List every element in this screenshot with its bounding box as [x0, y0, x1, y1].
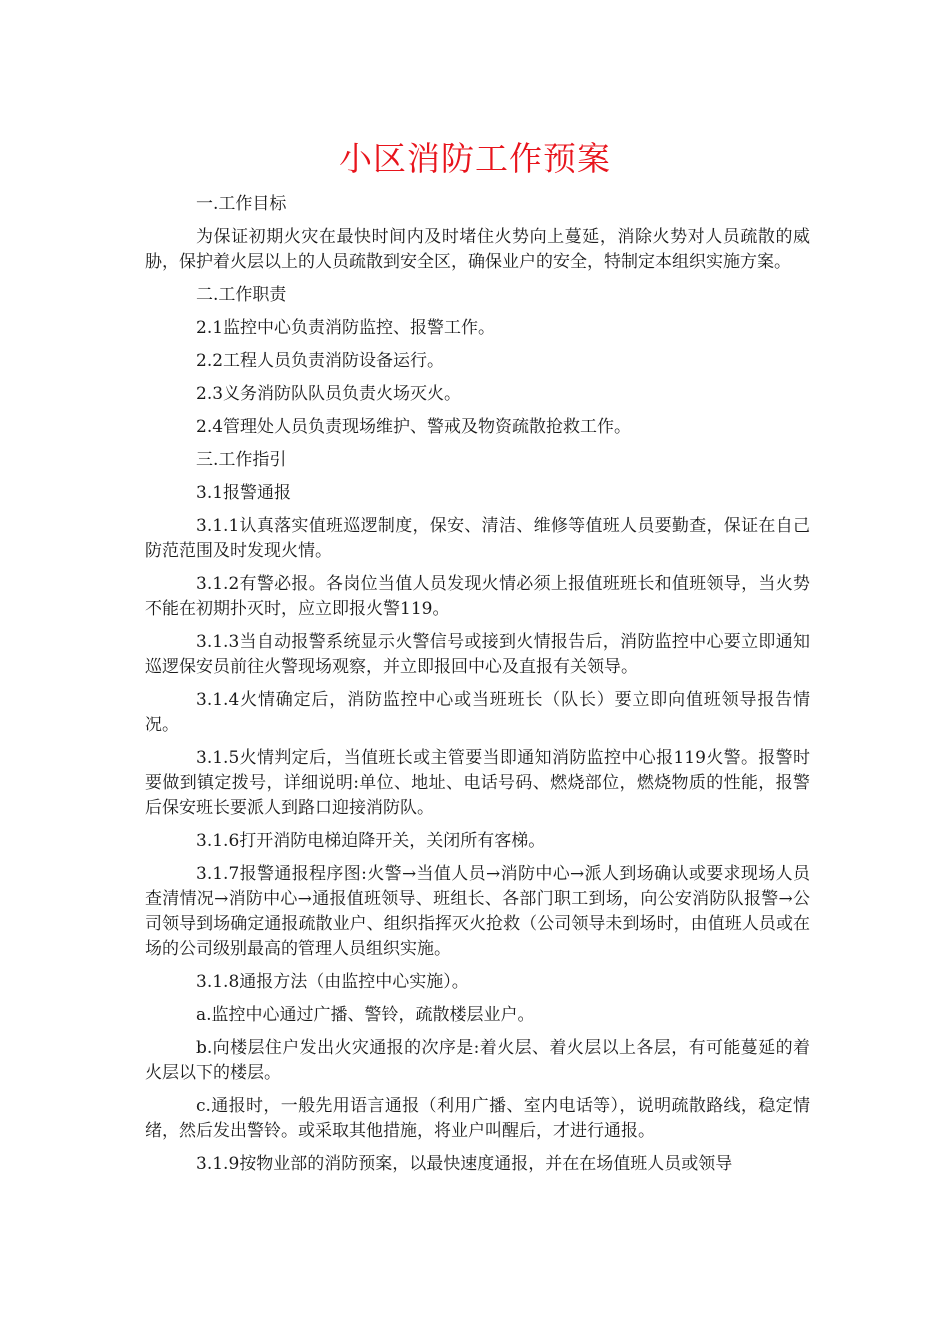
- paragraph-duty-2-3: 2.3义务消防队队员负责火场灭火。: [196, 384, 462, 404]
- paragraph-duty-2-2: 2.2工程人员负责消防设备运行。: [196, 351, 445, 371]
- paragraph-3-1-9: 3.1.9按物业部的消防预案，以最快速度通报，并在在场值班人员或领导: [196, 1154, 733, 1174]
- paragraph-item-b: b.向楼层住户发出火灾通报的次序是:着火层、着火层以上各层，有可能蔓延的着火层以下的楼层。: [145, 1038, 810, 1083]
- paragraph-3-1-4: 3.1.4火情确定后，消防监控中心或当班班长（队长）要立即向值班领导报告情况。: [145, 690, 810, 735]
- section-heading-goal: 一.工作目标: [196, 194, 287, 214]
- paragraph-duty-2-4: 2.4管理处人员负责现场维护、警戒及物资疏散抢救工作。: [196, 417, 632, 437]
- paragraph-3-1-2: 3.1.2有警必报。各岗位当值人员发现火情必须上报值班班长和值班领导，当火势不能在初期扑灭时，应立即报火警119。: [145, 574, 810, 619]
- paragraph-3-1-5: 3.1.5火情判定后，当值班长或主管要当即通知消防监控中心报119火警。报警时要做到镇定拨号，详细说明:单位、地址、电话号码、燃烧部位，燃烧物质的性能，报警后保安班长要派人到路口迎接消防队。: [145, 748, 810, 818]
- paragraph-duty-2-1: 2.1监控中心负责消防监控、报警工作。: [196, 318, 496, 338]
- section-heading-duties: 二.工作职责: [196, 285, 287, 305]
- subsection-heading-alarm: 3.1报警通报: [196, 483, 292, 503]
- paragraph-3-1-1: 3.1.1认真落实值班巡逻制度，保安、清洁、维修等值班人员要勤查，保证在自己防范范围及时发现火情。: [145, 516, 810, 561]
- paragraph-item-a: a.监控中心通过广播、警铃，疏散楼层业户。: [196, 1005, 535, 1025]
- paragraph-3-1-7: 3.1.7报警通报程序图:火警→当值人员→消防中心→派人到场确认或要求现场人员查清情况→消防中心→通报值班领导、班组长、各部门职工到场，向公安消防队报警→公司领导到场确定通报疏散业户、组织指挥灭火抢救（公司领导未到场时，由值班人员或在场的公司级别最高的管理人员组织实施。: [145, 864, 810, 959]
- paragraph-3-1-3: 3.1.3当自动报警系统显示火警信号或接到火情报告后，消防监控中心要立即通知巡逻保安员前往火警现场观察，并立即报回中心及直报有关领导。: [145, 632, 810, 677]
- paragraph-item-c: c.通报时，一般先用语言通报（利用广播、室内电话等），说明疏散路线，稳定情绪，然后发出警铃。或采取其他措施，将业户叫醒后，才进行通报。: [145, 1096, 810, 1141]
- paragraph-3-1-6: 3.1.6打开消防电梯迫降开关，关闭所有客梯。: [196, 831, 546, 851]
- document-body: [145, 192, 810, 1177]
- section-heading-guidelines: 三.工作指引: [196, 450, 287, 470]
- paragraph-goal: 为保证初期火灾在最快时间内及时堵住火势向上蔓延，消除火势对人员疏散的威胁，保护着火层以上的人员疏散到安全区，确保业户的安全，特制定本组织实施方案。: [145, 227, 810, 272]
- document-title: 小区消防工作预案: [339, 139, 611, 178]
- paragraph-3-1-8: 3.1.8通报方法（由监控中心实施）。: [196, 972, 469, 992]
